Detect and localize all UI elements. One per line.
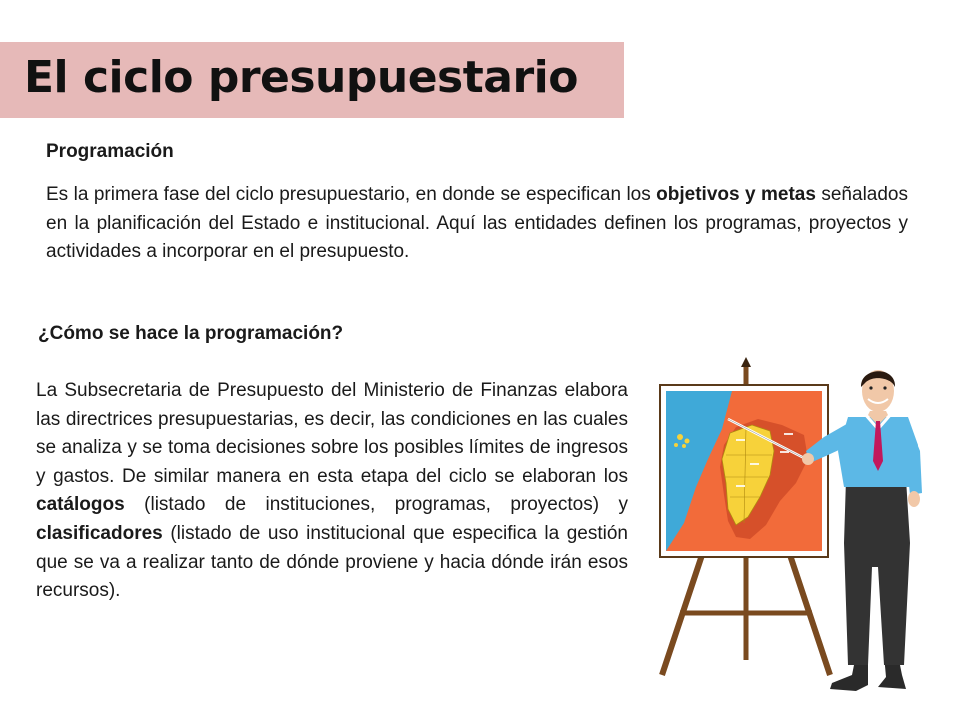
paragraph-text: señalados en la planificación del Estado e institucional. Aquí las entidades definen los programas, proyectos y actividades a incorporar en el presupuesto. bbox=[46, 184, 908, 262]
paragraph-bold-text: catálogos bbox=[36, 494, 125, 516]
paragraph-text: (listado de instituciones, programas, proyectos) y bbox=[124, 494, 628, 516]
slide-title: El ciclo presupuestario bbox=[24, 52, 578, 103]
section-paragraph-como-se-hace bbox=[36, 377, 628, 606]
paragraph-bold-text: clasificadores bbox=[36, 522, 163, 544]
presenter-with-map-icon bbox=[640, 355, 930, 700]
paragraph-text: Es la primera fase del ciclo presupuestario, en donde se especifican los bbox=[46, 184, 657, 205]
paragraph-text: (listado de uso institucional que especifica la gestión que se va a realizar tanto de dónde proviene y hacia dónde irán esos recursos). bbox=[36, 522, 628, 602]
paragraph-bold-text: objetivos y metas bbox=[656, 184, 816, 205]
paragraph-text: La Subsecretaria de Presupuesto del Ministerio de Finanzas elabora las directrices presupuestarias, es decir, las condiciones en las cuales se analiza y se toma decisiones sobre los posibles límites de ingresos y gastos. De similar manera en esta etapa del ciclo se elaboran los bbox=[36, 380, 628, 487]
section-heading-programacion: Programación bbox=[46, 141, 174, 162]
map-board bbox=[660, 385, 828, 557]
section-heading-como-se-hace: ¿Cómo se hace la programación? bbox=[38, 323, 344, 344]
section-paragraph-programacion bbox=[46, 181, 908, 267]
